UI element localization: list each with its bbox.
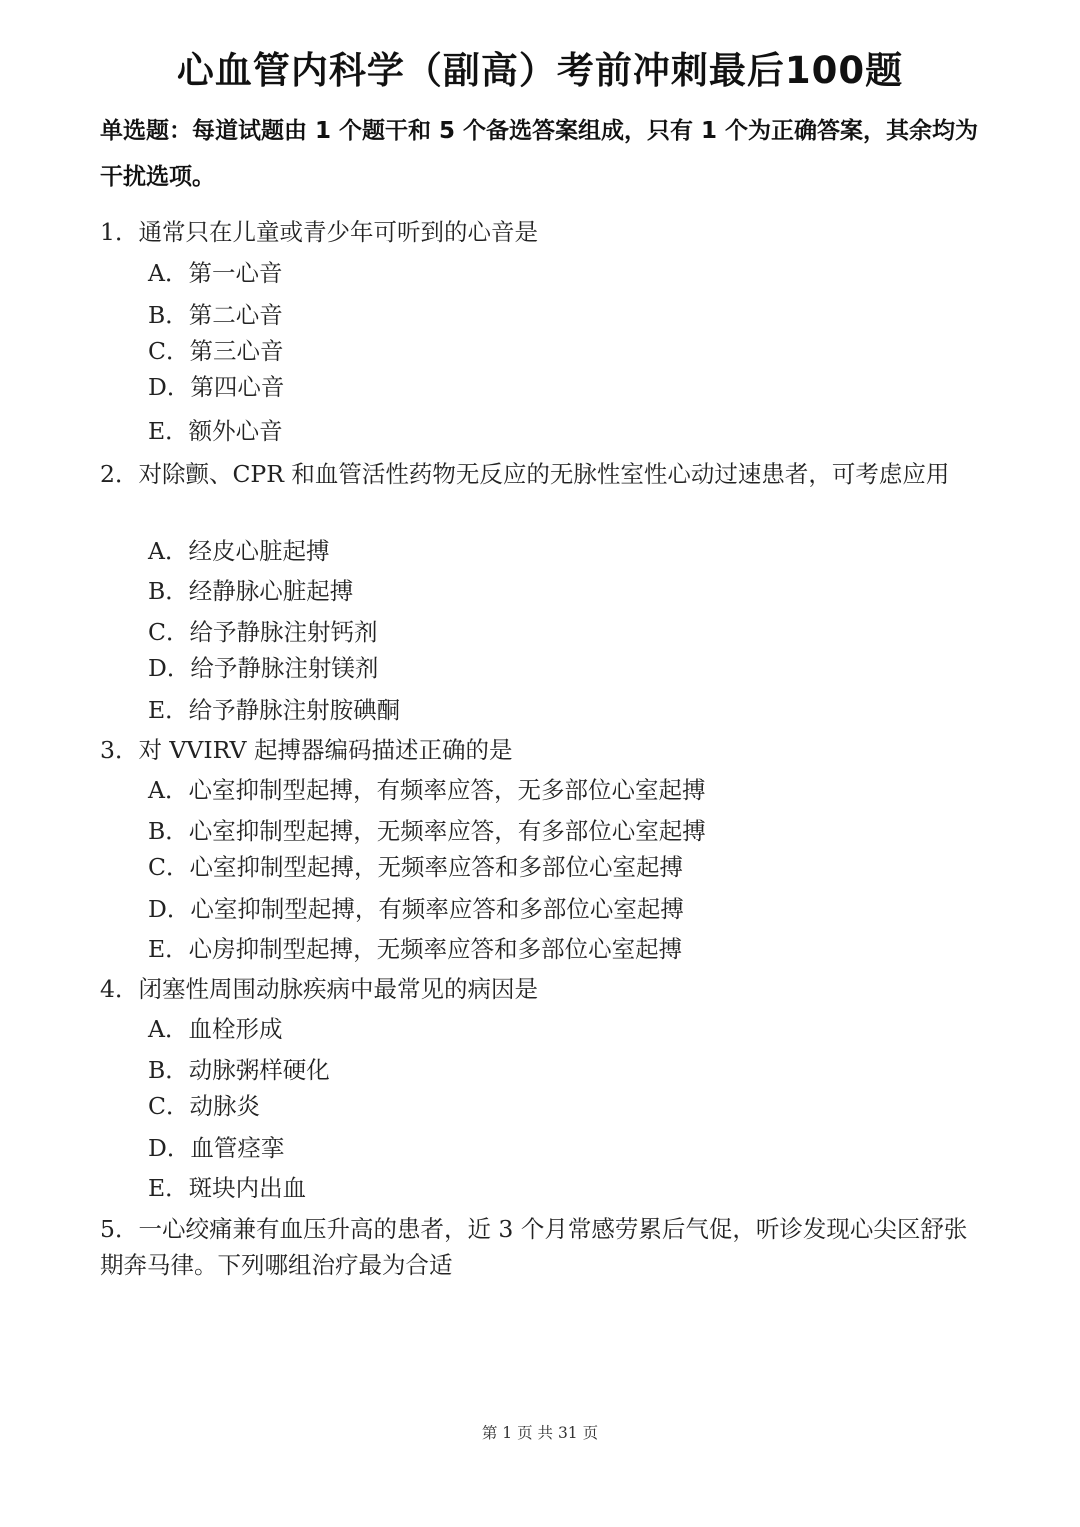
question-4-option-b: B．动脉粥样硬化: [148, 1056, 330, 1084]
question-1-option-b: B．第二心音: [148, 301, 283, 329]
question-4-option-d: D．血管痉挛: [148, 1134, 285, 1162]
question-4-option-a: A．血栓形成: [148, 1015, 283, 1043]
question-5-stem: 5．一心绞痛兼有血压升高的患者，近 3 个月常感劳累后气促，听诊发现心尖区舒张期奔马律。下列哪组治疗最为合适: [100, 1215, 968, 1279]
question-3-option-b: B．心室抑制型起搏，无频率应答，有多部位心室起搏: [148, 817, 706, 845]
instructions-paragraph: 单选题：每道试题由 1 个题干和 5 个备选答案组成，只有 1 个为正确答案，其余均为干扰选项。: [100, 118, 979, 190]
question-1-option-a: A．第一心音: [148, 259, 283, 287]
question-2-option-b: B．经静脉心脏起搏: [148, 577, 354, 605]
question-1-option-d: D．第四心音: [148, 373, 285, 401]
document-title: 心血管内科学（副高）考前冲刺最后100题: [176, 49, 904, 92]
question-3-option-a: A．心室抑制型起搏，有频率应答，无多部位心室起搏: [148, 776, 706, 804]
question-3-option-c: C．心室抑制型起搏，无频率应答和多部位心室起搏: [148, 853, 683, 881]
question-1-option-e: E．额外心音: [148, 417, 283, 445]
question-2-option-a: A．经皮心脏起搏: [148, 537, 330, 565]
question-4-option-c: C．动脉炎: [148, 1092, 260, 1120]
page-footer: 第 1 页 共 31 页: [481, 1424, 599, 1442]
question-2-stem: 2．对除颤、CPR 和血管活性药物无反应的无脉性室性心动过速患者，可考虑应用: [100, 460, 950, 488]
question-3-option-e: E．心房抑制型起搏，无频率应答和多部位心室起搏: [148, 935, 683, 963]
question-2-option-c: C．给予静脉注射钙剂: [148, 618, 378, 646]
question-3-option-d: D．心室抑制型起搏，有频率应答和多部位心室起搏: [148, 895, 684, 923]
question-2-option-e: E．给予静脉注射胺碘酮: [148, 696, 401, 724]
question-3-stem: 3．对 VVIRV 起搏器编码描述正确的是: [100, 736, 513, 764]
question-1-stem: 1．通常只在儿童或青少年可听到的心音是: [100, 218, 538, 246]
question-1-option-c: C．第三心音: [148, 337, 284, 365]
question-2-option-d: D．给予静脉注射镁剂: [148, 654, 379, 682]
question-4-option-e: E．斑块内出血: [148, 1174, 307, 1202]
question-4-stem: 4．闭塞性周围动脉疾病中最常见的病因是: [100, 975, 538, 1003]
